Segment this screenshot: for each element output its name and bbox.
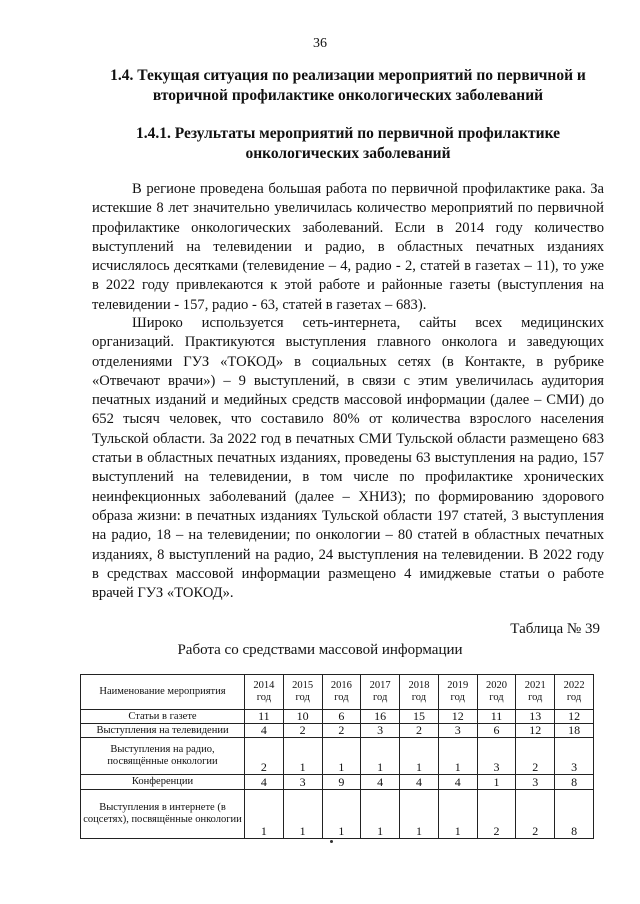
table-cell: 2 (477, 790, 516, 839)
table-cell: 6 (477, 724, 516, 738)
table-cell: 2 (245, 738, 284, 775)
row-label: Выступления в интернете (в соцсетях), посвящённые онкологии (81, 790, 245, 839)
table-cell: 1 (400, 738, 439, 775)
table-cell: 3 (361, 724, 400, 738)
table-caption: Работа со средствами массовой информации (177, 642, 463, 658)
body-text (92, 180, 604, 315)
table-cell: 4 (361, 775, 400, 790)
table-cell: 3 (555, 738, 594, 775)
table-cell: 11 (245, 710, 284, 724)
media-activity-table (80, 674, 594, 839)
table-cell: 1 (438, 790, 477, 839)
row-label: Конференции (81, 775, 245, 790)
table-header-row (81, 675, 594, 710)
table-cell: 1 (361, 738, 400, 775)
table-cell: 3 (283, 775, 322, 790)
column-header-year: 2014 год (245, 675, 284, 710)
column-header-year: 2021 год (516, 675, 555, 710)
column-header-year: 2020 год (477, 675, 516, 710)
paragraph: В регионе проведена большая работа по первичной профилактике рака. За истекшие 8 лет значительно увеличилась количество мероприятий по первичной профилактике онкологических заболеваний. Если в 2014 году количество выступлений на телевидении и радио, в областных печатных изданиях исчислялось десятками (телевидение – 4, радио - 2, статей в газетах – 11), то уже в 2022 году привлекаются к этой работе и районные газеты (выступления на телевидении - 157, радио - 63, статей в газетах – 683). (92, 181, 604, 313)
table-cell: 2 (283, 724, 322, 738)
table-cell: 8 (555, 775, 594, 790)
table-cell: 4 (400, 775, 439, 790)
column-header-year: 2015 год (283, 675, 322, 710)
table-cell: 10 (283, 710, 322, 724)
table-cell: 1 (245, 790, 284, 839)
table-cell: 12 (555, 710, 594, 724)
table-cell: 4 (438, 775, 477, 790)
table-cell: 3 (477, 738, 516, 775)
column-header-year: 2017 год (361, 675, 400, 710)
table-row (81, 738, 594, 775)
table-cell: 4 (245, 775, 284, 790)
row-label: Выступления на телевидении (81, 724, 245, 738)
table-row (81, 790, 594, 839)
table-number: Таблица № 39 (510, 621, 600, 637)
table-cell: 8 (555, 790, 594, 839)
subsection-heading: 1.4.1. Результаты мероприятий по первичной профилактике онкологических заболеваний (135, 125, 561, 162)
table-cell: 16 (361, 710, 400, 724)
column-header-name: Наименование мероприятия (81, 675, 245, 710)
table-cell: 1 (283, 790, 322, 839)
table-cell: 2 (400, 724, 439, 738)
table-cell: 18 (555, 724, 594, 738)
column-header-year: 2022 год (555, 675, 594, 710)
row-label: Статьи в газете (81, 710, 245, 724)
table-cell: 2 (516, 790, 555, 839)
row-label: Выступления на радио, посвящённые онкологии (81, 738, 245, 775)
section-heading: 1.4. Текущая ситуация по реализации мероприятий по первичной и вторичной профилактике онкологических заболеваний (110, 67, 586, 104)
table-cell: 1 (361, 790, 400, 839)
table-cell: 1 (283, 738, 322, 775)
column-header-year: 2019 год (438, 675, 477, 710)
paragraph: Широко используется сеть-интернета, сайты всех медицинских организаций. Практикуются выступления главного онколога и заведующих отделениями ГУЗ «ТОКОД» в социальных сетях (в Контакте, в рубрике «Отвечают врачи») – 9 выступлений, в связи с этим увеличилась аудитория печатных изданий и медийных средств массовой информации (далее – СМИ) до 652 тысяч человек, что составило 80% от количества взрослого населения Тульской области. За 2022 год в печатных СМИ Тульской области размещено 683 статьи в областных печатных изданиях, проведены 63 выступления на радио, 157 выступлений на телевидении, в том числе по профилактике хронических неинфекционных заболеваний (далее – ХНИЗ); по формированию здорового образа жизни: в печатных изданиях Тульской области 197 статей, 3 выступления на радио, 18 – на телевидении; по онкологии – 80 статей в областных печатных изданиях, 8 выступлений на радио, 24 выступления на телевидении. В 2022 году в средствах массовой информации размещено 4 имиджевые статьи о работе врачей ГУЗ «ТОКОД». (92, 315, 604, 602)
table-cell: 1 (400, 790, 439, 839)
table-cell: 1 (477, 775, 516, 790)
table-cell: 2 (516, 738, 555, 775)
table-cell: 12 (516, 724, 555, 738)
body-text (92, 314, 604, 603)
table-cell: 11 (477, 710, 516, 724)
table-cell: 9 (322, 775, 361, 790)
table-cell: 1 (438, 738, 477, 775)
table-cell: 2 (322, 724, 361, 738)
table-cell: 1 (322, 790, 361, 839)
scan-speck (330, 840, 333, 843)
table-cell: 13 (516, 710, 555, 724)
page-number: 36 (313, 36, 327, 51)
table-cell: 1 (322, 738, 361, 775)
table-cell: 3 (516, 775, 555, 790)
table-cell: 3 (438, 724, 477, 738)
table-row (81, 775, 594, 790)
column-header-year: 2016 год (322, 675, 361, 710)
table-cell: 15 (400, 710, 439, 724)
table-row (81, 710, 594, 724)
column-header-year: 2018 год (400, 675, 439, 710)
table-cell: 6 (322, 710, 361, 724)
table-cell: 4 (245, 724, 284, 738)
table-row (81, 724, 594, 738)
table-cell: 12 (438, 710, 477, 724)
